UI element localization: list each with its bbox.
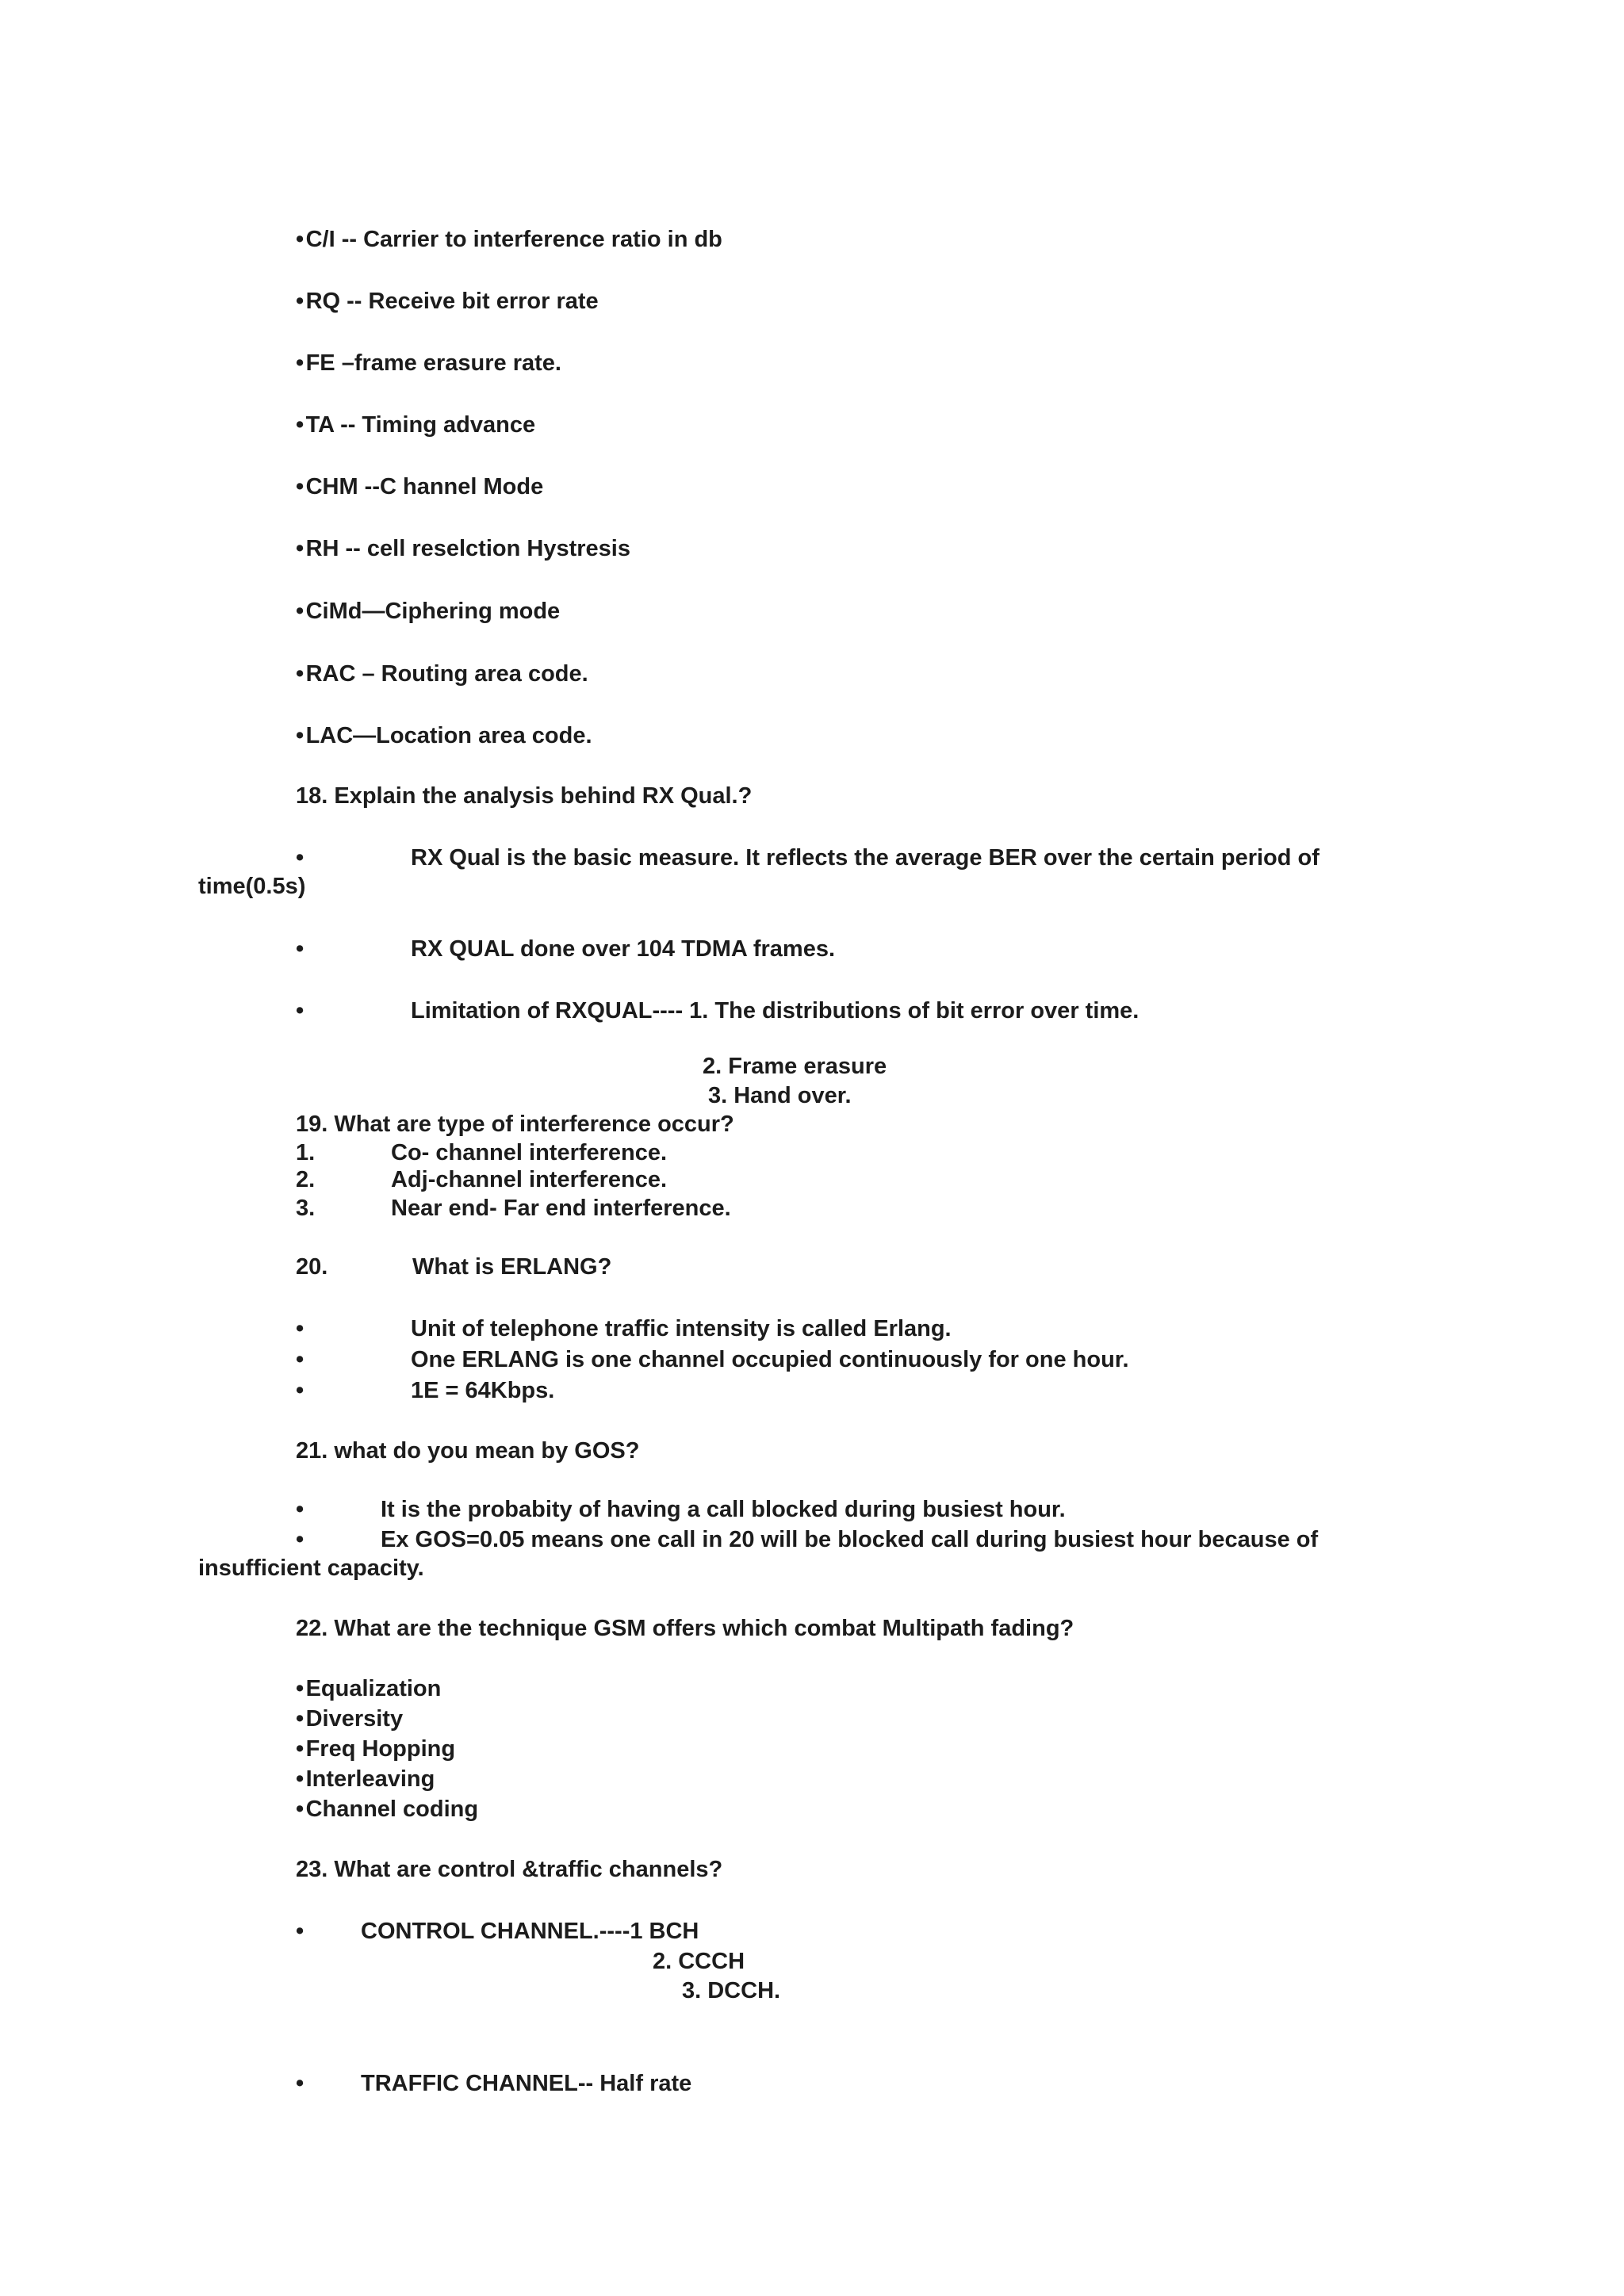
bullet-icon: • bbox=[296, 599, 304, 624]
list-item: • C/I -- Carrier to interference ratio in db bbox=[296, 227, 722, 252]
list-item: • LAC—Location area code. bbox=[296, 723, 592, 748]
list-item: • Equalization bbox=[296, 1676, 442, 1701]
bullet-icon: • bbox=[296, 723, 304, 748]
question-20-heading: What is ERLANG? bbox=[412, 1254, 612, 1280]
list-item-continuation: insufficient capacity. bbox=[198, 1556, 424, 1581]
bullet-icon: • bbox=[296, 412, 304, 438]
bullet-icon: • bbox=[296, 2071, 304, 2096]
bullet-icon: • bbox=[296, 845, 304, 871]
question-21-heading: 21. what do you mean by GOS? bbox=[296, 1438, 640, 1464]
list-item: • RAC – Routing area code. bbox=[296, 661, 588, 687]
bullet-icon: • bbox=[296, 227, 304, 252]
list-item: Adj-channel interference. bbox=[391, 1167, 668, 1192]
bullet-icon: • bbox=[296, 661, 304, 687]
list-item: Near end- Far end interference. bbox=[391, 1196, 731, 1221]
list-item: Ex GOS=0.05 means one call in 20 will be blocked call during busiest hour because of bbox=[381, 1527, 1319, 1552]
question-20-number: 20. bbox=[296, 1254, 328, 1280]
bullet-icon: • bbox=[296, 1736, 304, 1762]
list-item: Co- channel interference. bbox=[391, 1140, 668, 1165]
list-item: It is the probabity of having a call blocked during busiest hour. bbox=[381, 1497, 1066, 1522]
list-item: • Diversity bbox=[296, 1706, 404, 1732]
q18-sub-item-2: 2. Frame erasure bbox=[703, 1054, 887, 1079]
bullet-icon: • bbox=[296, 474, 304, 499]
bullet-icon: • bbox=[296, 1766, 304, 1792]
bullet-icon: • bbox=[296, 536, 304, 561]
list-item: One ERLANG is one channel occupied continuously for one hour. bbox=[411, 1347, 1129, 1372]
question-23-heading: 23. What are control &traffic channels? bbox=[296, 1857, 723, 1882]
bullet-icon: • bbox=[296, 350, 304, 376]
list-item-number: 1. bbox=[296, 1140, 316, 1165]
list-item-number: 3. bbox=[296, 1196, 316, 1221]
bullet-icon: • bbox=[296, 289, 304, 314]
bullet-icon: • bbox=[296, 998, 304, 1024]
bullet-icon: • bbox=[296, 1797, 304, 1822]
q18-bullet-1-continuation: time(0.5s) bbox=[198, 874, 306, 899]
bullet-icon: • bbox=[296, 1347, 304, 1372]
list-item-number: 2. bbox=[296, 1167, 316, 1192]
list-item: • Interleaving bbox=[296, 1766, 435, 1792]
bullet-icon: • bbox=[296, 1497, 304, 1522]
list-item: Unit of telephone traffic intensity is called Erlang. bbox=[411, 1316, 952, 1341]
bullet-icon: • bbox=[296, 1676, 304, 1701]
list-item: • RH -- cell reselction Hystresis bbox=[296, 536, 630, 561]
q18-bullet-1: RX Qual is the basic measure. It reflects the average BER over the certain period of bbox=[411, 845, 1320, 871]
list-item: • RQ -- Receive bit error rate bbox=[296, 289, 599, 314]
list-item: 1E = 64Kbps. bbox=[411, 1378, 555, 1403]
q18-bullet-3: Limitation of RXQUAL---- 1. The distributions of bit error over time. bbox=[411, 998, 1139, 1024]
list-item: • Channel coding bbox=[296, 1797, 479, 1822]
bullet-icon: • bbox=[296, 1706, 304, 1732]
question-18-heading: 18. Explain the analysis behind RX Qual.? bbox=[296, 783, 753, 809]
question-22-heading: 22. What are the technique GSM offers which combat Multipath fading? bbox=[296, 1616, 1074, 1641]
bullet-icon: • bbox=[296, 1316, 304, 1341]
bullet-icon: • bbox=[296, 936, 304, 962]
traffic-channel-item: TRAFFIC CHANNEL-- Half rate bbox=[361, 2071, 692, 2096]
bullet-icon: • bbox=[296, 1378, 304, 1403]
q18-bullet-2: RX QUAL done over 104 TDMA frames. bbox=[411, 936, 836, 962]
list-item: • FE –frame erasure rate. bbox=[296, 350, 561, 376]
control-channel-sub-2: 2. CCCH bbox=[653, 1949, 745, 1974]
list-item: • CiMd—Ciphering mode bbox=[296, 599, 561, 624]
bullet-icon: • bbox=[296, 1527, 304, 1552]
control-channel-item: CONTROL CHANNEL.----1 BCH bbox=[361, 1919, 699, 1944]
bullet-icon: • bbox=[296, 1919, 304, 1944]
list-item: • Freq Hopping bbox=[296, 1736, 456, 1762]
list-item: • CHM --C hannel Mode bbox=[296, 474, 544, 499]
list-item: • TA -- Timing advance bbox=[296, 412, 536, 438]
q18-sub-item-3: 3. Hand over. bbox=[708, 1083, 852, 1108]
question-19-heading: 19. What are type of interference occur? bbox=[296, 1112, 734, 1137]
control-channel-sub-3: 3. DCCH. bbox=[682, 1978, 781, 2003]
